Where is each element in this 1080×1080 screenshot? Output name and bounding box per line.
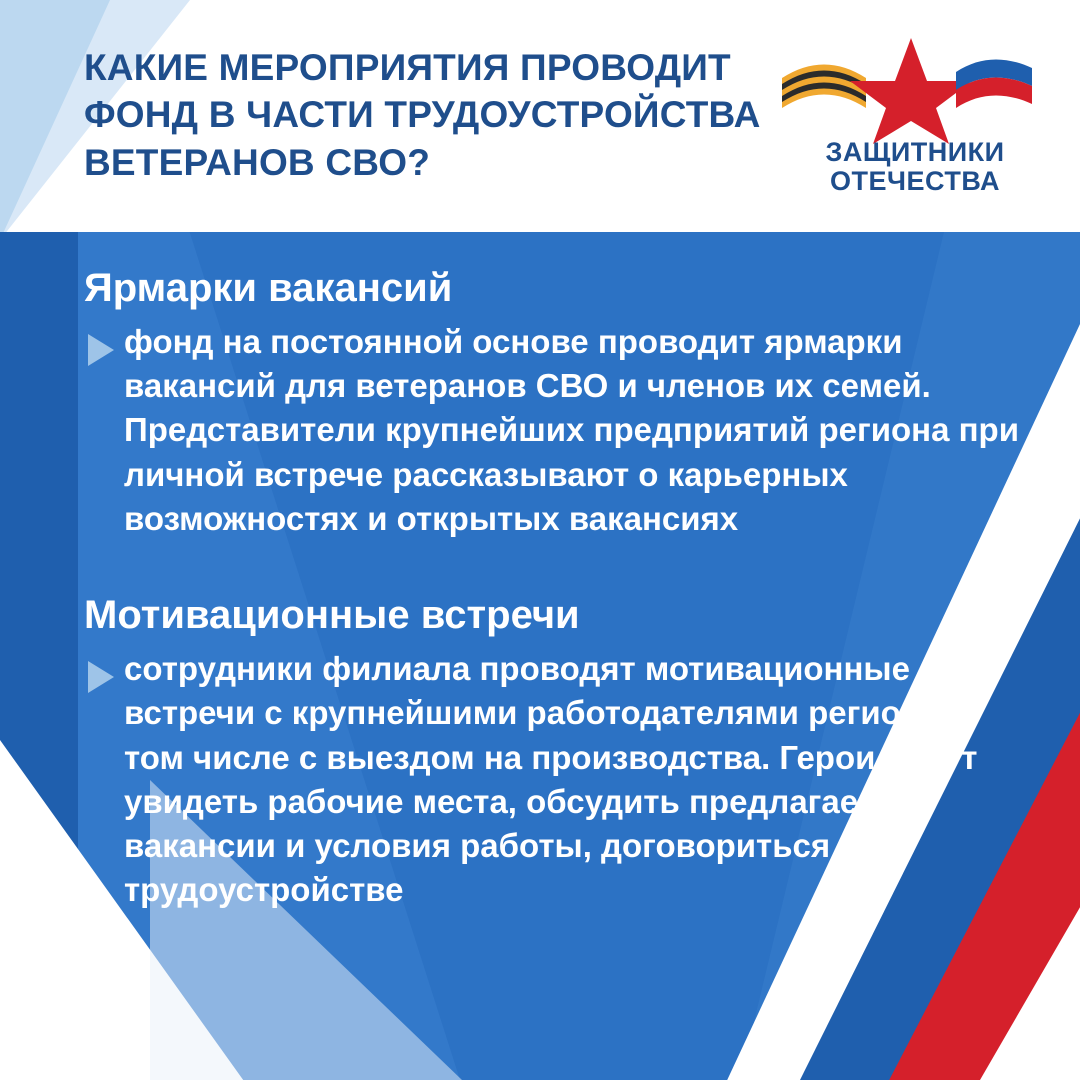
triangle-bullet-icon xyxy=(78,647,124,693)
section-heading: Мотивационные встречи xyxy=(84,593,580,638)
section-job-fairs xyxy=(78,264,1078,541)
section-motivational-meetings xyxy=(78,591,1078,912)
logo-text-line2: ОТЕЧЕСТВА xyxy=(830,166,1000,197)
logo-text-line1: ЗАЩИТНИКИ xyxy=(825,137,1005,167)
list-item-text: сотрудники филиала проводят мотивационные встречи с крупнейшими работодателями региона, в том числе с выездом на производства. Герои могут увидеть рабочие места, обсудить предлагаемые вакансии и условия работы, договориться о трудоустройстве xyxy=(124,650,978,909)
list-item xyxy=(78,647,1078,912)
logo-text xyxy=(780,138,1050,196)
content xyxy=(78,246,1078,922)
section-heading: Ярмарки вакансий xyxy=(84,266,453,310)
logo xyxy=(780,34,1050,199)
triangle-bullet-icon xyxy=(78,320,124,366)
list-item xyxy=(78,320,1078,541)
list-item-text: фонд на постоянной основе проводит ярмарки вакансий для ветеранов СВО и членов их семей. Представители крупнейших предприятий региона при личной встрече рассказывают о карьерных возможностях и открытых вакансиях xyxy=(124,323,1019,537)
page-title: КАКИЕ МЕРОПРИЯТИЯ ПРОВОДИТ ФОНД В ЧАСТИ ТРУДОУСТРОЙСТВА ВЕТЕРАНОВ СВО? xyxy=(84,47,761,183)
star-ribbon-flag-logo-icon xyxy=(780,34,1050,144)
header xyxy=(0,0,1080,232)
